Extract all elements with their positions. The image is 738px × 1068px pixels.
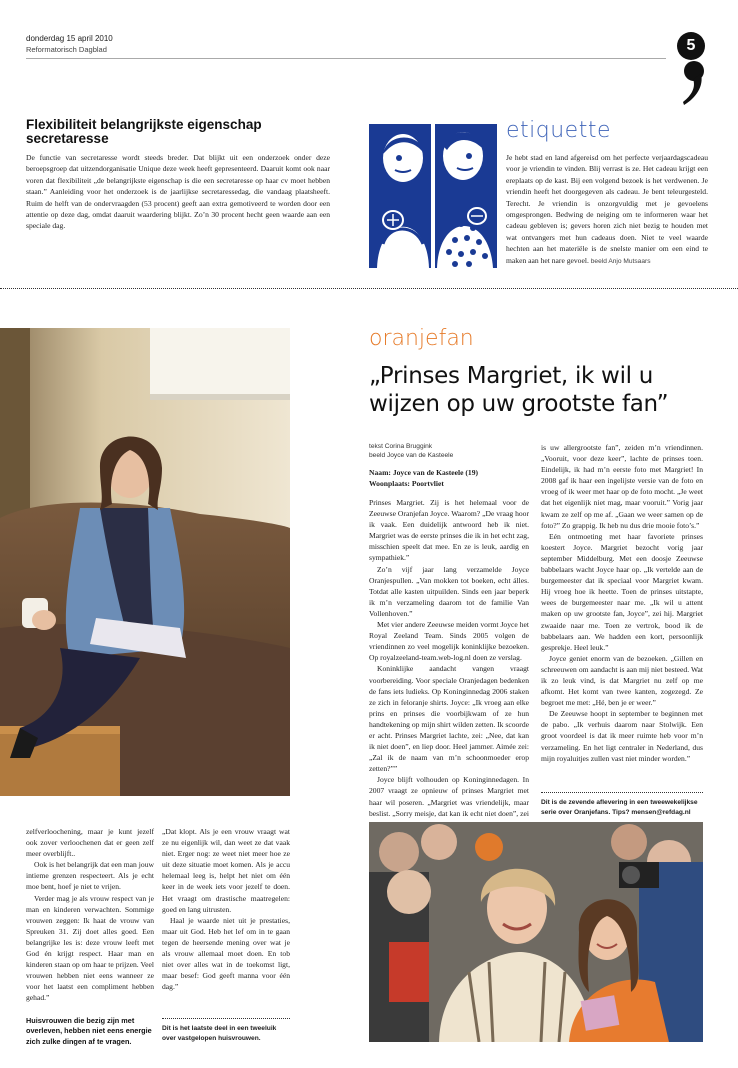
- oranjefan-paragraph: Eén ontmoeting met haar favoriete prinses koestert Joyce. Margriet bezocht vorig jaar september Middelburg. Met een doosje Zeeuwse babbelaars wacht Joyce haar op. „Ik vertelde aan de burgemeester dat ik speciaal voor Margriet kwam. Hij vroeg hoe ik heette. Toen de prinses uitstapte, wees de burgemeester naar me. „Ik wil u attent maken op uw grootste fan, Joyce”, zei hij. Margriet zwaaide naar me. Toen ze vertrok, bood ik de babbelaars aan. We hadden een kort, persoonlijk gesprekje. Heel leuk.”: [541, 531, 703, 652]
- series-note: Dit is de zevende aflevering in een tweewekelijkse serie over Oranjefans. Tips? mensen@refdag.nl: [541, 799, 698, 816]
- two-women-illustration-icon: [369, 124, 497, 268]
- oranjefan-paragraph: Zo’n vijf jaar lang verzamelde Joyce Oranjespullen. „Van mokken tot boeken, echt álles. Totdat alle kasten uitpuilden. Sinds een jaar beperk ik m’n verzameling daarom tot de familie Van Vollenhoven.”: [369, 564, 529, 618]
- header-divider: [26, 58, 666, 59]
- oranjefan-kicker: oranjefan: [369, 326, 474, 351]
- etiquette-paragraph: Je hebt stad en land afgereisd om het perfecte verjaardagscadeau voor je vriendin te vinden. Blij verrast is ze. Het cadeau krijgt een ereplaats op de kast. Bij een volgend bezoek is het verdwenen. Je vriendin heeft het doorgegeven als cadeau. Je bent teleurgesteld. Terecht. Je vriendin is onzorgvuldig met je gevoelens omgesprongen. Bedwing de neiging om te informeren waar het cadeau gebleven is; gevers horen zich niet bezig te houden met wat ontvangers met hun cadeaus doen. Niet te veel waarde hechten aan het materiële is de snelste manier om een eind te maken aan het nare gevoel.: [506, 153, 708, 265]
- byline-beeld: beeld Joyce van de Kasteele: [369, 452, 454, 459]
- housewives-question: Huisvrouwen die bezig zijn met overleven, hebben niet eens energie zich zulke dingen af te vragen.: [26, 1016, 152, 1046]
- housewives-paragraph: „Dat klopt. Als je een vrouw vraagt wat ze nu eigenlijk wil, dan weet ze dat vaak niet. Erger nog: ze weet niet meer hoe ze uit deze situatie moet komen. Als je accu helemaal leeg is, helpt het niet om één keer in de week iets voor jezelf te doen. Het vraagt om drastische maatregelen: goed en lang uitrusten.: [162, 827, 290, 914]
- oranjefan-column-2: [541, 442, 703, 764]
- oranjefan-paragraph: De Zeeuwse hoopt in september te beginnen met de pabo. „Ik verhuis daarom naar Stolwijk. Een groot voordeel is dat ik meer ruimte heb voor m’n verzameling. En het ligt centraler in Nederland, dus mijn royaluitjes zullen vast niet minder worden.”: [541, 709, 703, 763]
- housewives-series-note: Dit is het laatste deel in een tweeluik over vastgelopen huisvrouwen.: [162, 1025, 277, 1042]
- profile-name: Naam: Joyce van de Kasteele (19): [369, 468, 479, 477]
- info-divider: [541, 792, 703, 793]
- oranjefan-paragraph: Prinses Margriet. Zij is het helemaal voor de Zeeuwse Oranjefan Joyce. Waarom? „De vraag hoor ik vaak. Een duidelijk antwoord heb ik niet. Margriet was de eerste prinses die ik in het echt zag, misschien speelt dat mee. En ze is leuk, aardig en sympathiek.”: [369, 498, 529, 563]
- etiquette-illustration: [369, 124, 497, 268]
- oranjefan-column-1: [369, 497, 529, 830]
- profile-residence: Woonplaats: Poortvliet: [369, 478, 444, 488]
- crowd-photo-icon: [369, 822, 703, 1042]
- header-date: donderdag 15 april 2010: [26, 34, 113, 43]
- woman-reading-photo-icon: [0, 328, 290, 796]
- oranjefan-paragraph: Joyce geniet enorm van de bezoeken. „Gillen en schreeuwen om aandacht is aan mij niet besteed. Wat ik zo leuk vind, is dat Margriet nu zelf op me afkomt. Het komt van twee kanten, zogezegd. Ze begroet me met: „Hé, ben je er weer.”: [541, 653, 703, 708]
- housewives-column-1: [26, 826, 154, 1004]
- profile-info: [369, 468, 478, 489]
- etiquette-title: etiquette: [506, 118, 612, 143]
- byline-tekst: tekst Corina Bruggink: [369, 443, 433, 450]
- oranjefan-paragraph: Joyce blijft volhouden op Koninginnedagen. In 2007 vraagt ze opnieuw of prinses Margriet met haar wil poseren. „Margriet was vriendelijk, maar beslist. „Sorry meisje, dat kan ik echt niet doen”, zei: [369, 775, 529, 818]
- oranjefan-paragraph: is uw allergrootste fan”, zeiden m’n vriendinnen. „Vooruit, voor deze keer”, lachte de prinses toen. Eindelijk, ik had m’n eerste foto met Margriet! In 2008 gaf ik haar een ingelijste versie van de foto en vroeg of ik weer met haar op de foto mocht. „Je weet dat het eigenlijk niet mag, maar vooruit.” Vorig jaar kwam ze zelf op me af. „Gaan we weer samen op de foto?” Zo grappig. Ik heb nu dus drie mooie foto’s.”: [541, 443, 703, 530]
- article-title: Flexibiliteit belangrijkste eigenschap secretaresse: [26, 117, 262, 146]
- photo-princess-with-fan: [369, 822, 703, 1042]
- housewives-paragraph: Verder mag je als vrouw respect van je man en kinderen verwachten. Sommige vrouwen zeggen: Ik haat de vrouw van Spreuken 31. Zij doet alles goed. Een belangrijke les is: deze vrouw leeft met God én krijgt respect. Haar man en kinderen staan op om haar te prijzen. Veel vrouwen hebben niet eens wanneer ze voor het laatst een compliment hebben gehad.”: [26, 893, 154, 1003]
- header-newspaper-name: Reformatorisch Dagblad: [26, 45, 107, 54]
- page-number: 5: [677, 32, 705, 60]
- byline: [369, 442, 453, 460]
- oranjefan-headline: „Prinses Margriet, ik wil u wijzen op uw grootste fan”: [369, 363, 669, 417]
- housewives-paragraph: Ook is het belangrijk dat een man jouw intieme grenzen respecteert. Als je echt moe bent, hoef je niet te vrijen.: [26, 860, 154, 892]
- housewives-paragraph: Haal je waarde niet uit je prestaties, maar uit God. Heb het lef om in te gaan tegen de heersende mening over wat je als vrouw allemaal moet doen. En tob niet over alles wat in de toekomst ligt, maar besef: God geeft manna voor één dag.”: [162, 915, 290, 992]
- etiquette-credit: beeld Anjo Mutsaars: [590, 257, 651, 265]
- etiquette-body: [506, 152, 708, 267]
- article-paragraph: De functie van secretaresse wordt steeds breder. Dat blijkt uit een onderzoek onder deze beroepsgroep dat uitzendorganisatie Unique deze week heeft gepresenteerd. Daaruit komt ook naar voren dat flexibiliteit „de belangrijkste eigenschap is die een secretaresse op haar cv moet hebben staan.” Aanleiding voor het onderzoek is de jaarlijkse secretaressedag, die vandaag plaatsheeft. Ruim de helft van de ondervraagden (53 procent) geeft aan extra gemotiveerd te worden door een attentie op deze dag, omdat daaruit waardering blijkt. Zo’n 30 procent hecht geen waarde aan een speciale dag.: [26, 153, 330, 231]
- article-body: [26, 152, 330, 232]
- comma-logo-icon: [680, 60, 706, 106]
- oranjefan-paragraph: Met vier andere Zeeuwse meiden vormt Joyce het Royal Zeeland Team. Sinds 2005 volgen de vriendinnen zo veel mogelijk koninklijke bezoeken. Op royalzeeland-team.web-log.nl doen ze verslag.: [369, 620, 529, 663]
- housewives-column-2: [162, 826, 290, 992]
- housewives-paragraph: zelfverloochening, maar je kunt jezelf ook zover verloochenen dat er geen zelf meer overblijft..: [26, 827, 154, 859]
- housewives-divider: [162, 1018, 290, 1019]
- oranjefan-paragraph: Koninklijke aandacht vangen vraagt voorbereiding. Voor speciale Oranjedagen bedenken de fans iets ludieks. Op Koninginnedag 2006 staken ze zich in feloranje shirts. Joyce: „Ik vroeg aan elke prins en prinses die voorbijkwam of ze hun handtekening op mijn shirt wilden zetten. Ik scoorde er acht. Prinses Margriet lachte, zei: „Nee, dat kan ik niet doen”, en liep door. Heel jammer. Aimée zei: „Zal ik de naam van m’n schoonmoeder erop zetten?””: [369, 664, 529, 774]
- section-divider: [0, 288, 738, 289]
- photo-woman-on-couch: [0, 328, 290, 796]
